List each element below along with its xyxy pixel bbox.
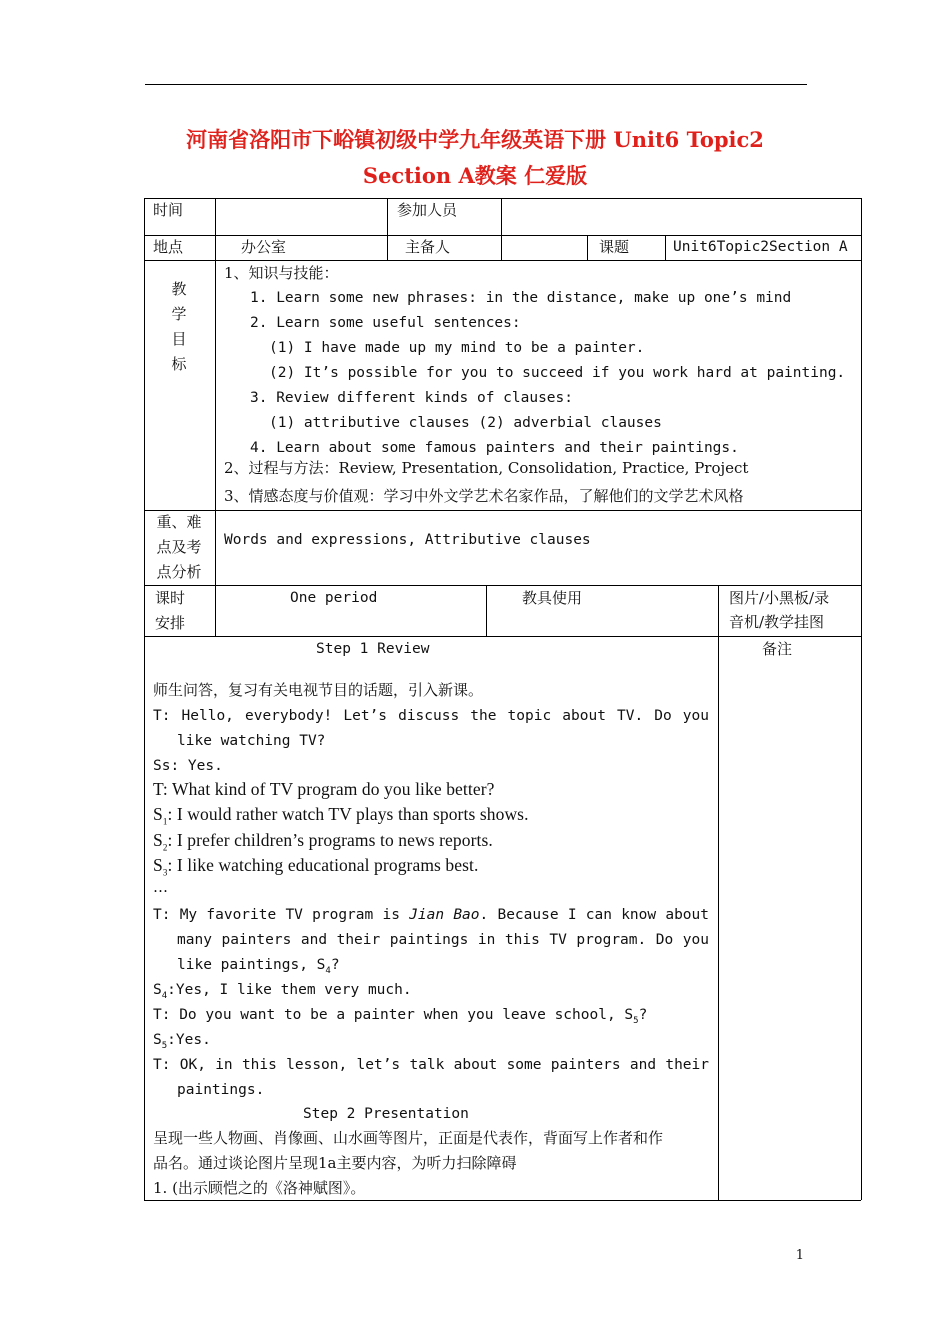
dialogue-line: like paintings, $S_4$?: [177, 957, 340, 976]
document-title-line2: Section A教案 仁爱版: [362, 163, 588, 188]
dialogue-line: $S_5:Yes$.: [153, 1032, 211, 1051]
preparer-label: 主备人: [405, 238, 451, 256]
key-points-value: Words and expressions, Attributive clauses: [224, 532, 591, 548]
dialogue-line-image: $S_1$: I would rather watch TV plays than sports shows.: [153, 804, 529, 827]
page-number: 1: [795, 1248, 804, 1263]
dialogue-line: $S_4:Yes$, I like them very much.: [153, 982, 412, 1001]
dialogue-line: T: Hello, everybody! Let’s discuss the topic about TV. Do you: [153, 708, 709, 724]
objective-item: (2) It’s possible for you to succeed if you work hard at painting.: [269, 365, 846, 381]
dialogue-line-image: $S_3$: I like watching educational programs best.: [153, 855, 479, 878]
procedure-text: 师生问答，复习有关电视节目的话题，引入新课。: [153, 681, 484, 699]
key-points-label: 重、难 点及考 点分析: [156, 513, 202, 581]
teaching-aids-value: 图片/小黑板/录: [729, 589, 830, 607]
dialogue-line-image: $S_2$: I prefer children’s programs to news reports.: [153, 830, 493, 853]
location-label: 地点: [153, 238, 184, 256]
procedure-text: 品名。通过谈论图片呈现1a主要内容，为听力扫除障碍: [153, 1154, 517, 1172]
schedule-label: 课时 安排: [154, 589, 185, 632]
teaching-aids-label: 教具使用: [522, 589, 583, 607]
procedure-text: 呈现一些人物画、肖像画、山水画等图片，正面是代表作，背面写上作者和作: [153, 1129, 664, 1147]
topic-label: 课题: [599, 238, 630, 256]
dialogue-line: T: My favorite TV program is Jian Bao. Because I can know about: [153, 907, 709, 923]
dialogue-line: like watching TV?: [177, 733, 326, 749]
step-heading: Step 1 Review: [316, 641, 430, 657]
participants-label: 参加人员: [397, 201, 458, 219]
schedule-value: One period: [290, 590, 378, 606]
dialogue-line: many painters and their paintings in this TV program. Do you: [177, 932, 709, 948]
dialogue-line-image: T: What kind of TV program do you like better?: [153, 779, 495, 799]
objective-item: (1) I have made up my mind to be a painter.: [269, 340, 645, 356]
dialogue-line: T: OK, in this lesson, let’s talk about some painters and their: [153, 1057, 709, 1073]
objective-item: 1. Learn some new phrases: in the distance, make up one’s mind: [250, 290, 792, 306]
topic-value: Unit6Topic2Section A: [673, 239, 848, 255]
objectives-label: 教 学 目 标: [171, 280, 187, 373]
dialogue-line: T: Do you want to be a painter when you leave school, $S_5$?: [153, 1007, 648, 1026]
objective-heading-attitude: 3、情感态度与价值观：学习中外文学艺术名家作品，了解他们的文学艺术风格: [224, 487, 744, 505]
teaching-aids-value: 音机/教学挂图: [729, 613, 825, 631]
notes-label: 备注: [762, 640, 793, 658]
location-value: 办公室: [241, 238, 287, 256]
objective-item: 4. Learn about some famous painters and their paintings.: [250, 440, 739, 456]
objective-item: 3. Review different kinds of clauses:: [250, 390, 574, 406]
objective-item: 2. Learn some useful sentences:: [250, 315, 521, 331]
ellipsis: …: [153, 878, 168, 896]
header-rule: [145, 84, 807, 85]
time-label: 时间: [153, 201, 184, 219]
objective-heading-process: 2、过程与方法：Review, Presentation, Consolidation, Practice, Project: [224, 459, 749, 477]
objective-item: (1) attributive clauses (2) adverbial clauses: [269, 415, 662, 431]
document-title-line1: 河南省洛阳市下峪镇初级中学九年级英语下册 Unit6 Topic2: [186, 127, 764, 152]
procedure-text: 1. (出示顾恺之的《洛神赋图》。: [153, 1179, 366, 1197]
dialogue-line: paintings.: [177, 1082, 265, 1098]
step-heading: Step 2 Presentation: [303, 1106, 469, 1122]
dialogue-line: Ss: Yes.: [153, 758, 223, 774]
objective-heading-knowledge: 1、知识与技能：: [224, 264, 339, 282]
